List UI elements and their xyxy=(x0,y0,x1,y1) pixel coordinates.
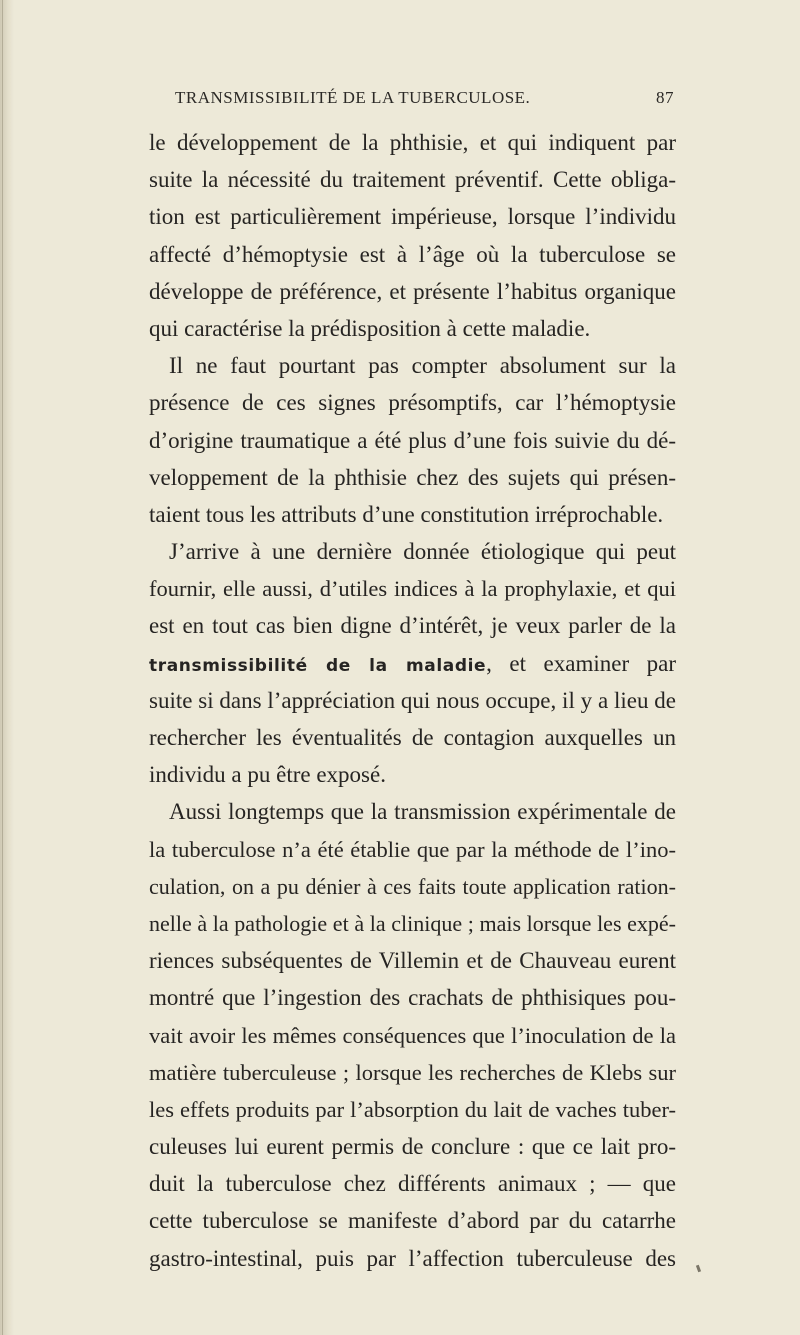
text-line: le développement de la phthisie, et qui indiquent par xyxy=(149,130,676,155)
text-line: fournir, elle aussi, d’utiles indices à la prophylaxie, et qui xyxy=(149,576,676,602)
text-line: individu a pu être exposé. xyxy=(149,762,386,788)
text-line: J’arrive à une dernière donnée étiologique qui peut xyxy=(169,539,676,565)
text-line: d’origine traumatique a été plus d’une fois suivie du dé- xyxy=(149,427,676,453)
body-text xyxy=(149,124,676,1277)
text-line: montré que l’ingestion des crachats de phthisiques pou- xyxy=(149,985,676,1011)
text-line-rest: , et examiner par xyxy=(486,650,676,676)
running-head xyxy=(150,88,674,112)
emphasized-phrase: transmissibilité de la maladie xyxy=(149,655,487,676)
text-line: culation, on a pu dénier à ces faits toute application ration- xyxy=(149,873,676,899)
text-line: veloppement de la phthisie chez des sujets qui présen- xyxy=(149,464,676,490)
text-line: qui caractérise la prédisposition à cette maladie. xyxy=(149,315,591,341)
text-line: présence de ces signes présomptifs, car l’hémoptysie xyxy=(149,390,676,416)
text-line: duit la tuberculose chez différents animaux ; — que xyxy=(149,1171,676,1197)
text-line: riences subséquentes de Villemin et de Chauveau eurent xyxy=(149,948,676,974)
text-line: culeuses lui eurent permis de conclure : que ce lait pro- xyxy=(149,1134,676,1160)
text-line: suite si dans l’appréciation qui nous occupe, il y a lieu de xyxy=(149,687,676,713)
text-line: gastro-intestinal, puis par l’affection tuberculeuse des xyxy=(149,1245,676,1271)
page-edge-line xyxy=(2,0,3,1335)
text-line: Aussi longtemps que la transmission expérimentale de xyxy=(169,799,676,825)
text-line: matière tuberculeuse ; lorsque les recherches de Klebs sur xyxy=(149,1059,676,1085)
text-line: affecté d’hémoptysie est à l’âge où la tuberculose se xyxy=(149,241,676,267)
text-line: la tuberculose n’a été établie que par la méthode de l’ino- xyxy=(149,836,676,862)
text-line: vait avoir les mêmes conséquences que l’inoculation de la xyxy=(149,1022,676,1048)
running-title: TRANSMISSIBILITÉ DE LA TUBERCULOSE. xyxy=(175,88,531,107)
text-line: cette tuberculose se manifeste d’abord par du catarrhe xyxy=(149,1208,676,1234)
text-line: les effets produits par l’absorption du lait de vaches tuber- xyxy=(149,1096,676,1122)
page-number: 87 xyxy=(656,88,674,107)
text-line: taient tous les attributs d’une constitution irréprochable. xyxy=(149,501,664,527)
ink-speck xyxy=(696,1265,701,1273)
text-line: nelle à la pathologie et à la clinique ; mais lorsque les expé- xyxy=(149,910,676,936)
text-line: rechercher les éventualités de contagion auxquelles un xyxy=(149,725,676,750)
text-line: tion est particulièrement impérieuse, lorsque l’individu xyxy=(149,204,676,230)
text-line: développe de préférence, et présente l’habitus organique xyxy=(149,278,676,304)
text-line: suite la nécessité du traitement préventif. Cette obliga- xyxy=(149,167,676,193)
text-line: est en tout cas bien digne d’intérêt, je veux parler de la xyxy=(149,613,676,639)
text-line: Il ne faut pourtant pas compter absolument sur la xyxy=(169,353,676,379)
text-line-emphasis xyxy=(149,645,676,682)
